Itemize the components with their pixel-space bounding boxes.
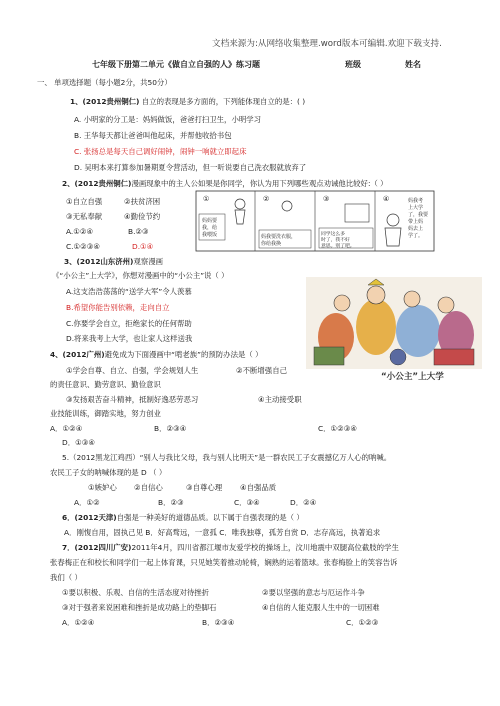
comic-2-line-2: 你给我换 xyxy=(261,241,282,247)
comic-1-line-1: 妈妈要 xyxy=(202,218,218,224)
q2-choice-1: ①自立自强 xyxy=(66,197,103,206)
q5-option-a: A．①② xyxy=(74,498,100,507)
q7-choice-4: ④自信的人能克服人生中的一切困难 xyxy=(262,603,380,612)
comic-panel-2-number: ② xyxy=(263,195,270,203)
section-heading: 一、 单项选择题（每小题2分，共50分） xyxy=(37,78,172,87)
q6-text: 自强是一种美好的道德品质。以下属于自强表现的是（ ） xyxy=(116,513,304,522)
q2-choice-2: ②扶贫济困 xyxy=(124,197,161,206)
q2-option-d-answer: D.①④ xyxy=(132,242,154,251)
q7-choice-3: ③对于强者来说困难和挫折是成功路上的垫脚石 xyxy=(62,603,217,612)
q4-choice-1: ①学会自尊、自立、自强，学会规划人生 xyxy=(66,366,199,375)
q4-option-b: B．②③④ xyxy=(154,424,187,433)
q5-stem: 5.（2012黑龙江鸡西）“别人与我比父母，我与别人比明天”是一群农民工子女震撼亿万人心的呐喊。 xyxy=(62,453,392,462)
little-princess-cartoon xyxy=(306,277,482,369)
parent-face-icon xyxy=(334,295,350,311)
comic-4-line-5: 妈去上 xyxy=(408,226,424,232)
q2-number: 2、 xyxy=(62,179,75,188)
comic-1-line-3: 我喂饭 xyxy=(202,232,218,238)
comic-4-line-3: 了，我要 xyxy=(408,212,429,218)
q2-option-a: A.①②④ xyxy=(66,227,94,236)
q3-number: 3、 xyxy=(64,257,77,266)
comic-4-line-2: 上大学 xyxy=(408,205,424,211)
q5-option-b: B．②③ xyxy=(158,498,184,507)
q5-choice-3: ③自尊心理 xyxy=(186,483,223,492)
q5-choice-2: ②自信心 xyxy=(134,483,163,492)
q3-option-a: A.这支浩浩荡荡的“送学大军”令人羡慕 xyxy=(66,287,192,296)
q2-source: (2012贵州铜仁) xyxy=(74,179,132,188)
q4-text: 避免成为下面漫画中“啃老族”的预防办法是（ ） xyxy=(104,350,263,359)
comic-panel-3-number: ③ xyxy=(323,195,330,203)
comic-1-line-2: 我，给 xyxy=(202,225,218,231)
q2-stem xyxy=(62,179,388,188)
q5-option-c: C．③④ xyxy=(234,498,260,507)
q7-text: 2011年4月，四川省都江堰市友爱学校的操场上，汶川地震中双腿高位截肢的学生 xyxy=(131,543,399,552)
comic-3-line-1: 同学这么多 xyxy=(321,232,345,237)
worksheet-title: 七年级下册第二单元《做自立自强的人》练习题 xyxy=(92,60,260,69)
q4-option-a: A．①②④ xyxy=(50,424,83,433)
comic-3-line-2: 时了，我不好 xyxy=(321,238,350,243)
q7-choice-2: ②要以坚强的意志与厄运作斗争 xyxy=(262,588,365,597)
q7-choice-1: ①要以积极、乐观、自信的生活态度对待挫折 xyxy=(62,588,210,597)
q7-option-a: A．①②④ xyxy=(62,618,95,627)
q6-stem xyxy=(62,513,304,522)
q6-options: A．刚愎自用，固执己见 B．好高骛远，一意孤 C．唯我独尊，孤芳自赏 D．志存高远，执著追求 xyxy=(64,528,381,537)
q4-source: (2012广州) xyxy=(62,350,105,359)
q3-stem xyxy=(64,257,163,266)
comic-3-line-3: 意思。别了吧。 xyxy=(321,244,355,249)
four-panel-comic xyxy=(195,190,435,252)
q5-option-d: D．②④ xyxy=(290,498,317,507)
q7-option-b: B．②③④ xyxy=(202,618,235,627)
q2-option-c: C.①②③④ xyxy=(66,242,101,251)
q1-number: 1、 xyxy=(70,97,83,106)
q2-choice-4: ④勤俭节约 xyxy=(124,212,161,221)
q1-option-b: B. 王华每天都让爸爸叫他起床，并帮他收拾书包 xyxy=(74,131,232,140)
q4-choice-4-cont: 业技能训练，御踏实地，努力创业 xyxy=(50,409,161,418)
class-label: 班级 xyxy=(345,60,361,69)
q7-stem xyxy=(62,543,399,552)
q4-choice-4: ④主动接受职 xyxy=(258,395,302,404)
q3-source: (2012山东济州) xyxy=(76,257,134,266)
q3-option-c: C.你要学会自立，拒绝家长的任何帮助 xyxy=(66,319,192,328)
q2-text: 漫画现象中的主人公如果是你同学，你认为用下列哪些观点劝诫他比较好:（ ） xyxy=(131,179,388,188)
q4-choice-2-cont: 的责任意识、勤劳意识、勤俭意识 xyxy=(50,380,161,389)
q5-choice-1: ①嫉妒心 xyxy=(88,483,117,492)
q4-option-c: C．①②③④ xyxy=(318,424,358,433)
comic-2-line-1: 妈我要洗衣服， xyxy=(261,234,297,240)
q7-source: (2012四川广安) xyxy=(74,543,132,552)
q4-number: 4、 xyxy=(50,350,63,359)
q1-option-c-answer: C. 张扬总是每天自己调好闹钟，闹钟一响就立即起床 xyxy=(74,147,247,156)
q5-stem-line-2: 农民工子女的呐喊体现的是 D （ ） xyxy=(50,468,167,477)
comic-4-line-4: 带上妈 xyxy=(408,219,424,225)
q1-stem xyxy=(70,97,305,106)
q4-choice-2: ②不断增强自己 xyxy=(236,366,287,375)
name-label: 姓名 xyxy=(405,60,421,69)
q6-number: 6． xyxy=(62,513,75,522)
q4-choice-3: ③发扬艰苦奋斗精神，抵制好逸恶劳恶习 xyxy=(66,395,199,404)
q1-source: (2012贵州铜仁) xyxy=(82,97,140,106)
q1-option-d: D. 吴明本来打算参加暑期夏令营活动，但一听说要自己洗衣服就放弃了 xyxy=(74,163,307,172)
q4-option-d: D．①③④ xyxy=(62,438,95,447)
q6-source: (2012天津) xyxy=(74,513,117,522)
q3-option-d: D.将来我考上大学，也让家人这样送我 xyxy=(66,334,193,343)
q7-stem-line-2: 张春梅正在和校长和同学们一起上体育课，只见她笑着推动轮椅，娴熟的运着篮球。张春梅脸上的笑容告诉 xyxy=(50,558,398,567)
q5-choice-4: ④自强品质 xyxy=(240,483,277,492)
q2-choice-3: ③无私奉献 xyxy=(66,212,103,221)
q1-option-a: A. 小明家的分工是：妈妈做饭，爸爸打扫卫生，小明学习 xyxy=(74,115,262,124)
q3-stem-line-2: 《“小公主”上大学》，你想对漫画中的“小公主”说（ ） xyxy=(52,271,229,280)
comic-4-line-1: 妈我考 xyxy=(408,198,424,204)
q3-option-b-answer: B.希望你能告别依赖，走向自立 xyxy=(66,303,170,312)
document-source-header: 文档来源为:从网络收集整理.word版本可编辑.欢迎下载支持. xyxy=(212,39,442,49)
comic-panel-1-number: ① xyxy=(203,195,210,203)
q2-option-b: B.②③ xyxy=(128,227,149,236)
q4-stem xyxy=(50,350,262,359)
q3-text: 观察漫画 xyxy=(133,257,164,266)
q7-number: 7． xyxy=(62,543,75,552)
q7-option-c: C．①②③ xyxy=(346,618,379,627)
comic-panel-4-number: ④ xyxy=(383,195,390,203)
q1-text: 自立的表现是多方面的，下列能体现自立的是：( ) xyxy=(141,97,306,106)
cartoon-caption: “小公主”上大学 xyxy=(381,372,444,382)
q7-stem-line-3: 我们（ ） xyxy=(50,573,82,582)
comic-4-line-6: 学了。 xyxy=(408,233,424,239)
